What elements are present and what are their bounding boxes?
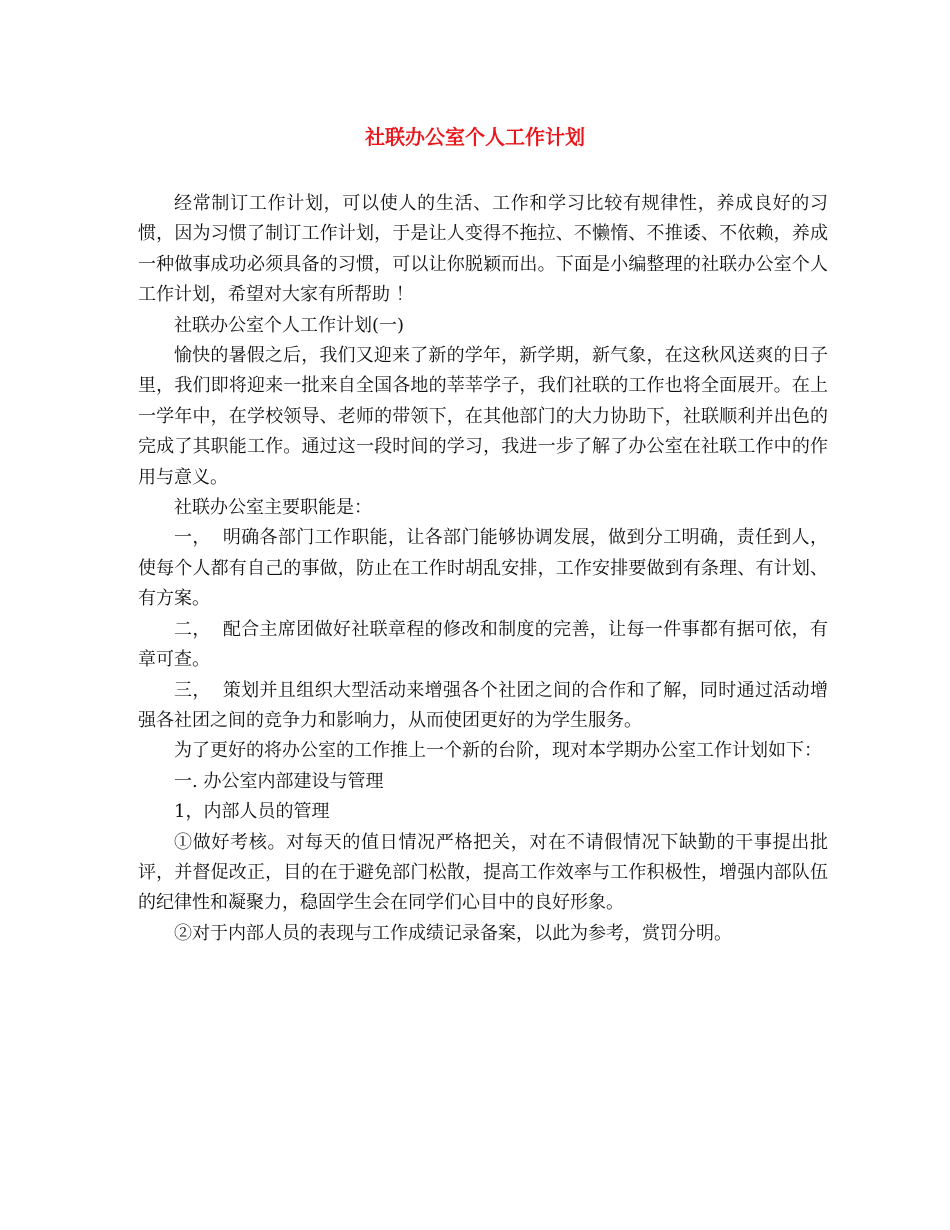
- paragraph-plan-subsection-1: 1，内部人员的管理: [174, 801, 330, 823]
- paragraph-section-heading: 社联办公室个人工作计划(一): [174, 314, 405, 336]
- paragraph-plan-section-1: 一. 办公室内部建设与管理: [174, 770, 384, 792]
- paragraph-duty-3: 三， 策划并且组织大型活动来增强各个社团之间的合作和了解，同时通过活动增强各社团之间的竞争力和影响力，从而使团更好的为学生服务。: [138, 679, 828, 731]
- paragraph-plan-intro: 为了更好的将办公室的工作推上一个新的台阶，现对本学期办公室工作计划如下：: [174, 740, 822, 762]
- paragraph-intro: 经常制订工作计划，可以使人的生活、工作和学习比较有规律性，养成良好的习惯，因为习惯了制订工作计划，于是让人变得不拖拉、不懒惰、不推诿、不依赖，养成一种做事成功必须具备的习惯，可以让你脱颖而出。下面是小编整理的社联办公室个人工作计划，希望对大家有所帮助 ！: [138, 193, 828, 306]
- document-body: [138, 189, 828, 949]
- paragraph-duties-heading: 社联办公室主要职能是：: [174, 497, 372, 519]
- paragraph-duty-2: 二， 配合主席团做好社联章程的修改和制度的完善，让每一件事都有据可依，有章可查。: [138, 618, 828, 671]
- paragraph-background: 愉快的暑假之后，我们又迎来了新的学年，新学期，新气象，在这秋风送爽的日子里，我们即将迎来一批来自全国各地的莘莘学子，我们社联的工作也将全面展开。在上一学年中，在学校领导、老师的带领下，在其他部门的大力协助下，社联顺利并出色的完成了其职能工作。通过这一段时间的学习，我进一步了解了办公室在社联工作中的作用与意义。: [138, 345, 828, 488]
- paragraph-records: ②对于内部人员的表现与工作成绩记录备案，以此为参考，赏罚分明。: [174, 922, 732, 944]
- paragraph-duty-1: 一， 明确各部门工作职能，让各部门能够协调发展，做到分工明确，责任到人，使每个人都有自己的事做，防止在工作时胡乱安排，工作安排要做到有条理、有计划、有方案。: [138, 527, 828, 610]
- paragraph-assessment: ①做好考核。对每天的值日情况严格把关，对在不请假情况下缺勤的干事提出批评，并督促改正，目的在于避免部门松散，提高工作效率与工作积极性，增强内部队伍的纪律性和凝聚力，稳固学生会在同学们心目中的良好形象。: [138, 831, 828, 914]
- document-title: 社联办公室个人工作计划: [365, 125, 585, 149]
